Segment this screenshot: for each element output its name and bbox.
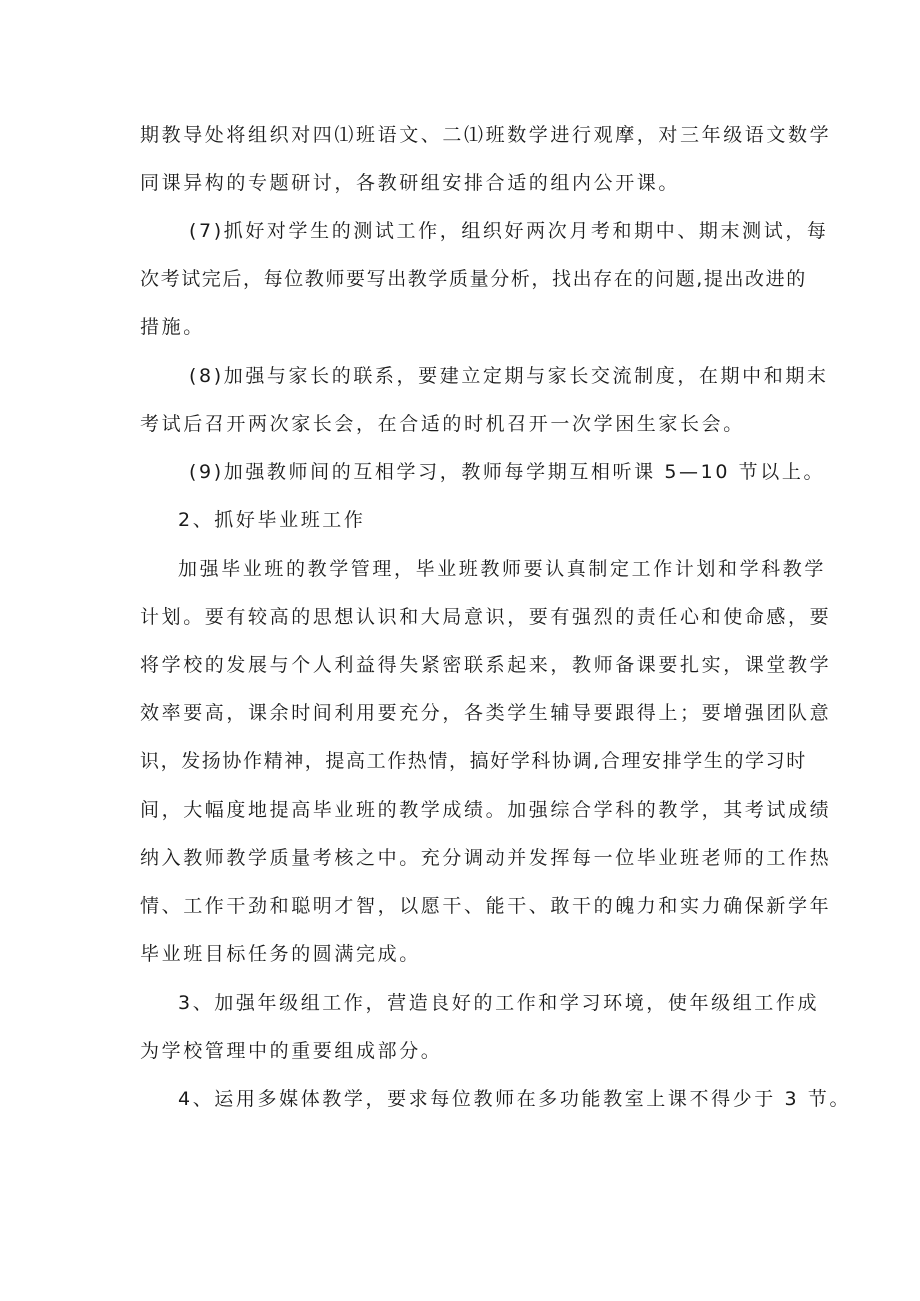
text-line: (8)加强与家长的联系，要建立定期与家长交流制度，在期中和期末 <box>189 365 829 387</box>
text-line: 识，发扬协作精神，提高工作热情，搞好学科协调,合理安排学生的学习时 <box>140 750 807 772</box>
text-line: (9)加强教师间的互相学习，教师每学期互相听课 5—10 节以上。 <box>189 461 826 483</box>
text-line: 情、工作干劲和聪明才智，以愿干、能干、敢干的魄力和实力确保新学年 <box>140 895 832 917</box>
text-line: 3、加强年级组工作，营造良好的工作和学习环境，使年级组工作成 <box>178 992 820 1014</box>
text-line: 纳入教师教学质量考核之中。充分调动并发挥每一位毕业班老师的工作热 <box>140 847 832 869</box>
text-line: 4、运用多媒体教学，要求每位教师在多功能教室上课不得少于 3 节。 <box>178 1088 852 1110</box>
text-line: 间，大幅度地提高毕业班的教学成绩。加强综合学科的教学，其考试成绩 <box>140 799 832 821</box>
text-line: 毕业班目标任务的圆满完成。 <box>140 943 421 965</box>
text-line: 将学校的发展与个人利益得失紧密联系起来，教师备课要扎实，课堂教学 <box>140 654 832 676</box>
text-line: 措施。 <box>140 316 205 338</box>
text-line: 考试后召开两次家长会，在合适的时机召开一次学困生家长会。 <box>140 413 745 435</box>
text-line: 期教导处将组织对四⑴班语文、二⑴班数学进行观摩，对三年级语文数学 <box>140 124 832 146</box>
text-line: (7)抓好对学生的测试工作，组织好两次月考和期中、期末测试，每 <box>189 220 829 242</box>
text-line: 效率要高，课余时间利用要充分，各类学生辅导要跟得上；要增强团队意 <box>140 702 832 724</box>
text-line: 为学校管理中的重要组成部分。 <box>140 1040 443 1062</box>
text-line: 加强毕业班的教学管理，毕业班教师要认真制定工作计划和学科教学 <box>178 558 827 580</box>
text-line: 同课异构的专题研讨，各教研组安排合适的组内公开课。 <box>140 172 681 194</box>
text-line: 次考试完后，每位教师要写出教学质量分析，找出存在的问题,提出改进的 <box>140 268 807 290</box>
text-line: 计划。要有较高的思想认识和大局意识，要有强烈的责任心和使命感，要 <box>140 606 832 628</box>
section-heading: 2、抓好毕业班工作 <box>178 509 366 531</box>
